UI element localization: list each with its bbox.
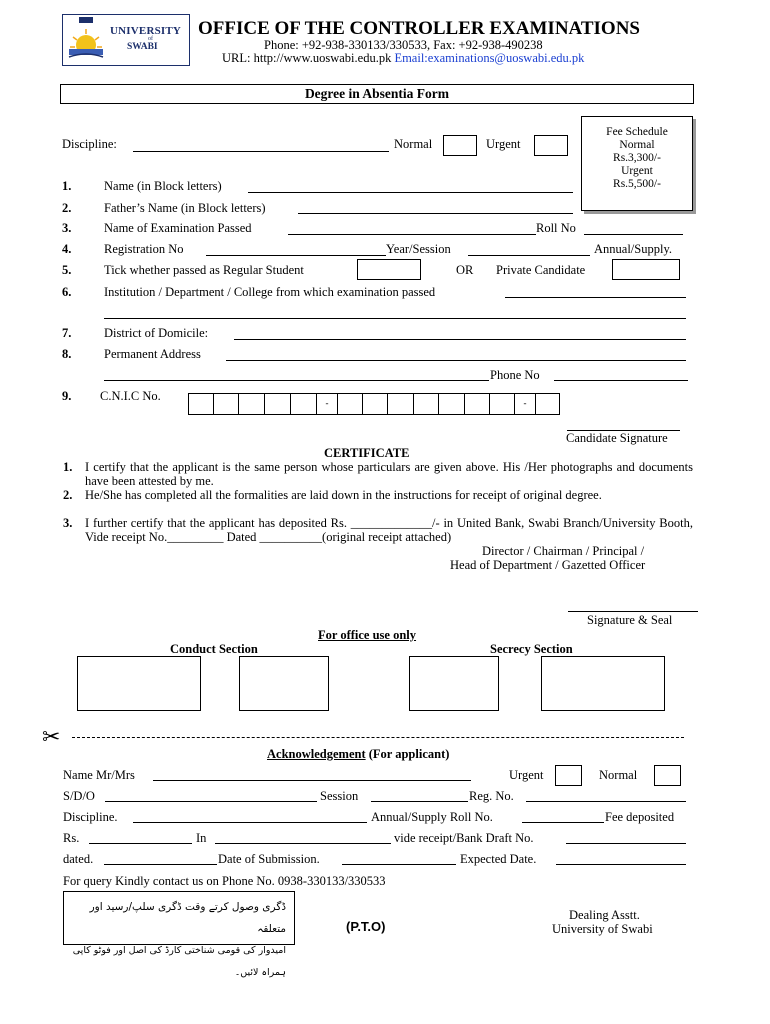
ack-discipline-label: Discipline. bbox=[63, 810, 118, 824]
discipline-line[interactable] bbox=[133, 151, 389, 152]
pto-label: (P.T.O) bbox=[346, 919, 386, 934]
ack-name-label: Name Mr/Mrs bbox=[63, 768, 135, 782]
item-number-4: 4. bbox=[62, 242, 72, 256]
ack-receipt-label: vide receipt/Bank Draft No. bbox=[394, 831, 534, 845]
year-session-line[interactable] bbox=[468, 255, 590, 256]
cnic-digit-2[interactable] bbox=[213, 393, 239, 415]
discipline-normal-checkbox[interactable] bbox=[443, 135, 477, 156]
address-label: Permanent Address bbox=[104, 347, 201, 361]
ack-dated-line[interactable] bbox=[104, 864, 217, 865]
ack-regno-label: Reg. No. bbox=[469, 789, 514, 803]
header-url[interactable]: URL: http://www.uoswabi.edu.pk bbox=[222, 51, 395, 65]
candidate-signature-label: Candidate Signature bbox=[566, 431, 668, 445]
logo-of-text: of bbox=[148, 36, 153, 42]
name-line[interactable] bbox=[248, 192, 573, 193]
discipline-normal-label: Normal bbox=[394, 137, 433, 151]
private-candidate-label: Private Candidate bbox=[496, 263, 586, 277]
cnic-digit-9[interactable] bbox=[413, 393, 439, 415]
ack-rs-line[interactable] bbox=[89, 843, 192, 844]
ack-in-line[interactable] bbox=[215, 843, 391, 844]
sun-crest-icon bbox=[65, 15, 109, 65]
item-number-8: 8. bbox=[62, 347, 72, 361]
cnic-digit-1[interactable] bbox=[188, 393, 214, 415]
conduct-box-1[interactable] bbox=[77, 656, 201, 711]
acknowledgement-subtitle: (For applicant) bbox=[365, 747, 450, 761]
ack-name-line[interactable] bbox=[153, 780, 471, 781]
ack-urgent-label: Urgent bbox=[509, 768, 544, 782]
discipline-urgent-checkbox[interactable] bbox=[534, 135, 568, 156]
header-email[interactable]: Email:examinations@uoswabi.edu.pk bbox=[394, 51, 585, 65]
dealing-asstt-label: Dealing Asstt. bbox=[569, 908, 640, 922]
ack-in-label: In bbox=[196, 831, 207, 845]
address-line-2[interactable] bbox=[104, 380, 489, 381]
cnic-digit-6[interactable] bbox=[337, 393, 363, 415]
annual-supply-label: Annual/Supply. bbox=[594, 242, 673, 256]
cnic-digit-12[interactable] bbox=[489, 393, 515, 415]
ack-normal-label: Normal bbox=[599, 768, 638, 782]
ack-receipt-line[interactable] bbox=[566, 843, 686, 844]
fee-schedule-box bbox=[581, 116, 693, 211]
ack-discipline-line[interactable] bbox=[133, 822, 367, 823]
item-number-2: 2. bbox=[62, 201, 72, 215]
scissors-icon: ✂ bbox=[42, 725, 61, 750]
ack-session-label: Session bbox=[320, 789, 359, 803]
cnic-digit-8[interactable] bbox=[387, 393, 414, 415]
cnic-digit-13[interactable] bbox=[535, 393, 560, 415]
acknowledgement-title bbox=[267, 747, 449, 762]
header-url-line bbox=[222, 51, 584, 66]
certificate-item-1-text: I certify that the applicant is the same person whose particulars are given above. His /Her photographs and documents have been attested by me. bbox=[85, 460, 693, 488]
item-number-6: 6. bbox=[62, 285, 72, 299]
fee-schedule-title: Fee Schedule bbox=[606, 126, 668, 138]
cut-line bbox=[72, 737, 684, 738]
director-line: Director / Chairman / Principal / bbox=[482, 544, 645, 558]
ack-session-line[interactable] bbox=[371, 801, 468, 802]
cnic-digit-10[interactable] bbox=[438, 393, 465, 415]
item-number-7: 7. bbox=[62, 326, 72, 340]
ack-fee-deposited-label: Fee deposited bbox=[605, 810, 675, 824]
fee-normal-amount: Rs.3,300/- bbox=[613, 152, 661, 164]
cnic-digit-7[interactable] bbox=[362, 393, 388, 415]
registration-label: Registration No bbox=[104, 242, 184, 256]
conduct-section-label: Conduct Section bbox=[170, 642, 258, 656]
exam-line[interactable] bbox=[288, 234, 536, 235]
phone-no-line[interactable] bbox=[554, 380, 688, 381]
urdu-line-1: ڈگری وصول کرتے وقت ڈگری سلپ/رسید اور متعلقہ bbox=[89, 901, 286, 935]
header-phone: Phone: +92-938-330133/330533, Fax: +92-938-490238 bbox=[264, 38, 543, 52]
certificate-title: CERTIFICATE bbox=[324, 446, 410, 460]
certificate-item-2 bbox=[63, 488, 693, 502]
secrecy-section-label: Secrecy Section bbox=[490, 642, 573, 656]
ack-sdo-line[interactable] bbox=[105, 801, 317, 802]
ack-submission-line[interactable] bbox=[342, 864, 456, 865]
acknowledgement-heading: Acknowledgement bbox=[267, 747, 366, 761]
logo-university-text: UNIVERSITY bbox=[110, 25, 182, 37]
address-line-1[interactable] bbox=[226, 360, 686, 361]
conduct-box-2[interactable] bbox=[239, 656, 329, 711]
or-label: OR bbox=[456, 263, 474, 277]
institution-line-1[interactable] bbox=[505, 297, 686, 298]
discipline-label: Discipline: bbox=[62, 137, 117, 151]
urdu-instruction-box bbox=[63, 891, 295, 978]
year-session-label: Year/Session bbox=[386, 242, 451, 256]
cnic-digit-4[interactable] bbox=[264, 393, 291, 415]
regular-student-label: Tick whether passed as Regular Student bbox=[104, 263, 304, 277]
signature-seal-label: Signature & Seal bbox=[587, 613, 673, 627]
form-title: Degree in Absentia Form bbox=[60, 84, 694, 104]
district-label: District of Domicile: bbox=[104, 326, 209, 340]
item-number-9: 9. bbox=[62, 389, 72, 403]
ack-expected-line[interactable] bbox=[556, 864, 686, 865]
university-swabi-label: University of Swabi bbox=[552, 922, 653, 936]
phone-no-label: Phone No bbox=[490, 368, 540, 382]
cnic-digit-5[interactable] bbox=[290, 393, 317, 415]
item-number-3: 3. bbox=[62, 221, 72, 235]
ack-urgent-checkbox[interactable] bbox=[555, 765, 582, 786]
father-name-line[interactable] bbox=[298, 213, 573, 214]
certificate-item-1-number: 1. bbox=[63, 460, 73, 474]
office-title: OFFICE OF THE CONTROLLER EXAMINATIONS bbox=[198, 18, 640, 39]
certificate-item-3-text: I further certify that the applicant has deposited Rs. _____________/- in United Bank, Swabi Branch/University Booth, Vide receipt No._________ Dated __________(original receipt attached) bbox=[85, 516, 693, 544]
registration-line[interactable] bbox=[206, 255, 386, 256]
fee-urgent-label: Urgent bbox=[621, 165, 653, 177]
private-candidate-checkbox[interactable] bbox=[612, 259, 680, 280]
ack-normal-checkbox[interactable] bbox=[654, 765, 681, 786]
ack-query-text: For query Kindly contact us on Phone No. 0938-330133/330533 bbox=[63, 874, 386, 888]
university-logo bbox=[62, 14, 190, 66]
ack-annual-roll-line[interactable] bbox=[522, 822, 604, 823]
roll-no-line[interactable] bbox=[584, 234, 683, 235]
item-number-1: 1. bbox=[62, 179, 72, 193]
cnic-digit-11[interactable] bbox=[464, 393, 490, 415]
regular-student-checkbox[interactable] bbox=[357, 259, 421, 280]
fee-urgent-amount: Rs.5,500/- bbox=[613, 178, 661, 190]
discipline-urgent-label: Urgent bbox=[486, 137, 521, 151]
certificate-item-2-number: 2. bbox=[63, 488, 73, 502]
certificate-item-1 bbox=[63, 460, 693, 488]
cnic-separator-1: - bbox=[316, 393, 338, 415]
institution-label: Institution / Department / College from which examination passed bbox=[104, 285, 436, 299]
father-name-label: Father’s Name (in Block letters) bbox=[104, 201, 266, 215]
item-number-5: 5. bbox=[62, 263, 72, 277]
ack-dated-label: dated. bbox=[63, 852, 94, 866]
ack-annual-roll-label: Annual/Supply Roll No. bbox=[371, 810, 493, 824]
roll-no-label: Roll No bbox=[536, 221, 576, 235]
cnic-separator-2: - bbox=[514, 393, 536, 415]
head-of-department-line: Head of Department / Gazetted Officer bbox=[450, 558, 646, 572]
certificate-item-3-number: 3. bbox=[63, 516, 73, 530]
fee-normal-label: Normal bbox=[619, 139, 655, 151]
secrecy-box-2[interactable] bbox=[541, 656, 665, 711]
certificate-item-3 bbox=[63, 516, 693, 544]
ack-sdo-label: S/D/O bbox=[63, 789, 95, 803]
ack-submission-label: Date of Submission. bbox=[218, 852, 320, 866]
cnic-digit-3[interactable] bbox=[238, 393, 265, 415]
name-label: Name (in Block letters) bbox=[104, 179, 222, 193]
institution-line-2[interactable] bbox=[104, 318, 686, 319]
district-line[interactable] bbox=[234, 339, 686, 340]
exam-label: Name of Examination Passed bbox=[104, 221, 252, 235]
ack-rs-label: Rs. bbox=[63, 831, 80, 845]
secrecy-box-1[interactable] bbox=[409, 656, 499, 711]
urdu-line-2: امیدوار کی قومی شناختی کارڈ کی اصل اور فوٹو کاپی ہمراہ لائیں۔ bbox=[72, 945, 286, 978]
ack-regno-line[interactable] bbox=[526, 801, 686, 802]
ack-expected-label: Expected Date. bbox=[460, 852, 537, 866]
office-use-title: For office use only bbox=[318, 628, 417, 642]
signature-seal-line[interactable] bbox=[568, 611, 698, 612]
cnic-label: C.N.I.C No. bbox=[100, 389, 161, 403]
logo-swabi-text: SWABI bbox=[127, 42, 158, 52]
certificate-item-2-text: He/She has completed all the formalities are laid down in the instructions for receipt of original degree. bbox=[85, 488, 602, 502]
